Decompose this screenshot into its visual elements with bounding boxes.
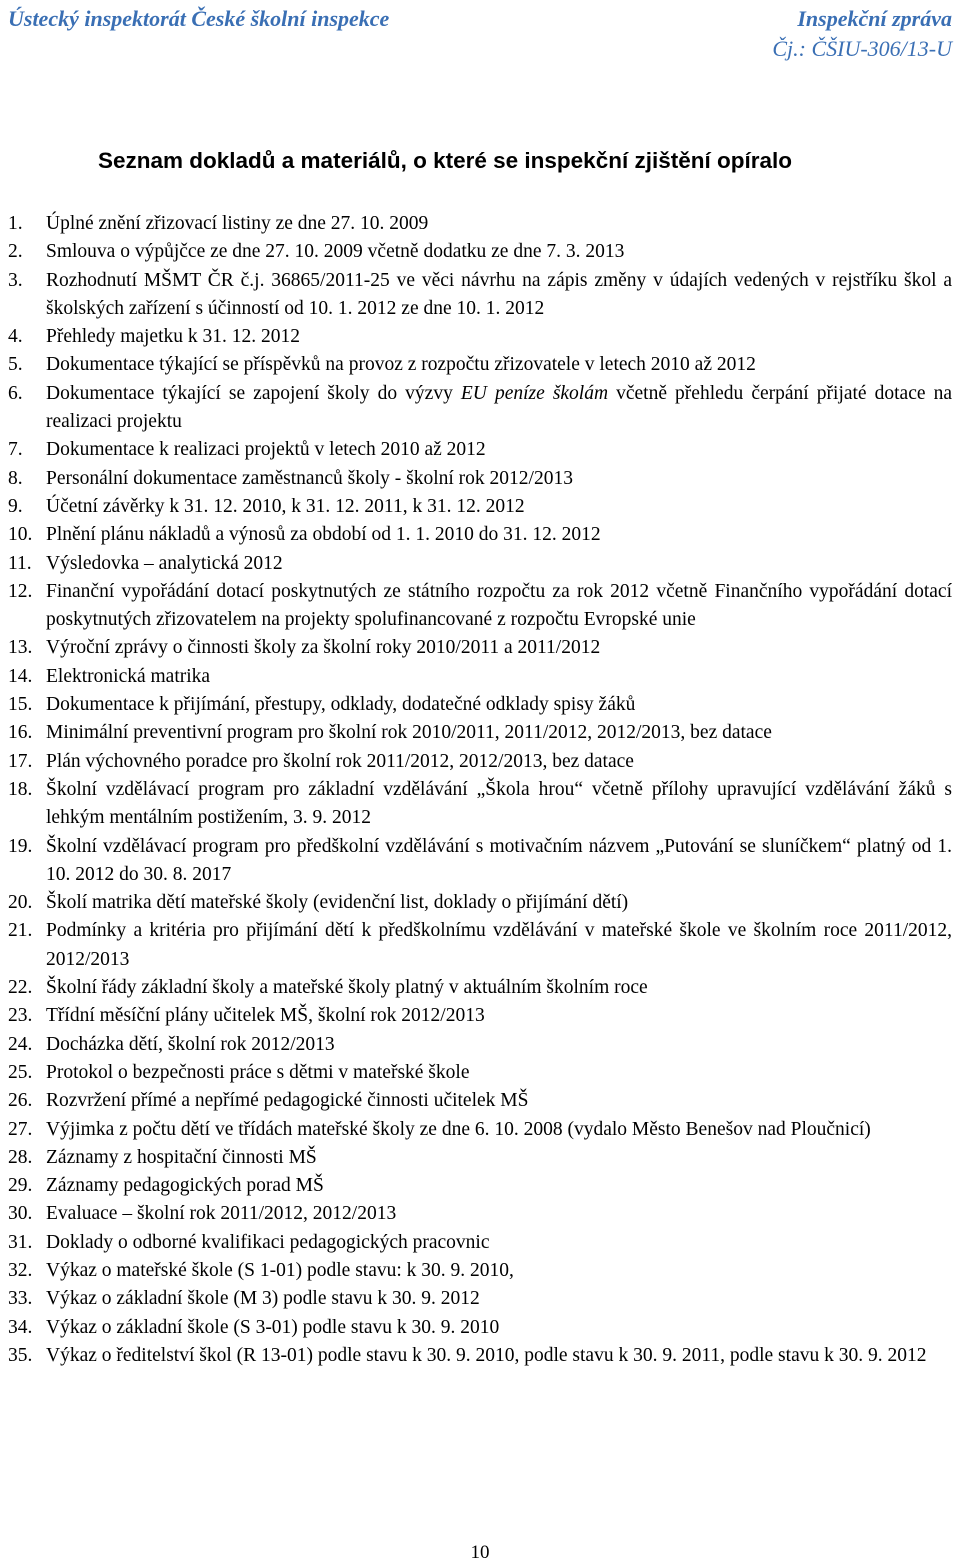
item-text: Docházka dětí, školní rok 2012/2013 <box>46 1033 335 1055</box>
item-text: Výjimka z počtu dětí ve třídách mateřské školy ze dne 6. 10. 2008 (vydalo Město Benešov nad Ploučnicí) <box>46 1118 871 1140</box>
item-number: 35. <box>8 1344 33 1366</box>
list-item <box>8 1257 952 1285</box>
page-number: 10 <box>470 1542 490 1563</box>
list-item <box>8 493 952 521</box>
item-text: Školní vzdělávací program pro předškolní vzdělávání s motivačním názvem „Putování se sluníčkem“ platný od 1. 10. 2012 do 30. 8. 2017 <box>46 835 952 885</box>
item-number: 16. <box>8 722 33 744</box>
item-number: 27. <box>8 1118 33 1140</box>
item-number: 15. <box>8 694 33 716</box>
item-text: Finanční vypořádání dotací poskytnutých ze státního rozpočtu za rok 2012 včetně Finančního vypořádání dotací poskytnutých zřizovatelem na projekty spolufinancované z rozpočtu Evropské unie <box>46 580 952 631</box>
list-item <box>8 719 952 747</box>
item-number: 8. <box>8 467 23 489</box>
list-item <box>8 1229 952 1257</box>
item-number: 9. <box>8 495 23 517</box>
item-text: Plnění plánu nákladů a výnosů za období od 1. 1. 2010 do 31. 12. 2012 <box>46 524 601 546</box>
item-text: Rozhodnutí MŠMT ČR č.j. 36865/2011-25 ve věci návrhu na zápis změny v údajích vedených v rejstříku škol a školských zařízení s účinností od 10. 1. 2012 ze dne 10. 1. 2012 <box>46 269 952 319</box>
inspectorate-name: Ústecký inspektorát České školní inspekce <box>8 6 390 31</box>
item-text-emphasis: EU peníze školám <box>460 382 609 404</box>
item-text: Výkaz o ředitelství škol (R 13-01) podle stavu k 30. 9. 2010, podle stavu k 30. 9. 2011, podle stavu k 30. 9. 2012 <box>46 1344 927 1366</box>
item-text: Třídní měsíční plány učitelek MŠ, školní rok 2012/2013 <box>46 1005 485 1027</box>
item-number: 19. <box>8 835 33 857</box>
item-number: 7. <box>8 439 23 461</box>
list-item <box>8 1200 952 1228</box>
item-number: 6. <box>8 382 23 404</box>
item-number: 1. <box>8 213 23 234</box>
item-text: Úplné znění zřizovací listiny ze dne 27. 10. 2009 <box>46 213 429 234</box>
item-number: 4. <box>8 326 23 348</box>
item-number: 20. <box>8 892 33 914</box>
item-number: 2. <box>8 241 23 263</box>
list-item <box>8 267 952 324</box>
list-item <box>8 436 952 464</box>
item-text: Evaluace – školní rok 2011/2012, 2012/2013 <box>46 1203 397 1225</box>
item-number: 11. <box>8 552 32 574</box>
item-number: 25. <box>8 1061 33 1083</box>
item-text: Výkaz o základní škole (S 3-01) podle stavu k 30. 9. 2010 <box>46 1316 500 1338</box>
item-text: Výkaz o mateřské škole (S 1-01) podle stavu: k 30. 9. 2010, <box>46 1259 514 1281</box>
list-item <box>8 238 952 266</box>
item-number: 10. <box>8 524 33 546</box>
list-item <box>8 210 952 238</box>
item-text: Školní vzdělávací program pro základní vzdělávání „Škola hrou“ včetně přílohy upravující vzdělávání žáků s lehkým mentálním postižením, 3. 9. 2012 <box>46 778 952 829</box>
item-text: Doklady o odborné kvalifikaci pedagogických pracovnic <box>46 1231 490 1253</box>
list-item <box>8 550 952 578</box>
list-item <box>8 351 952 379</box>
item-number: 18. <box>8 778 33 800</box>
list-item <box>8 748 952 776</box>
item-text: Minimální preventivní program pro školní rok 2010/2011, 2011/2012, 2012/2013, bez datace <box>46 722 772 744</box>
item-number: 5. <box>8 354 23 376</box>
item-number: 29. <box>8 1175 33 1197</box>
item-number: 3. <box>8 269 23 291</box>
list-item <box>8 323 952 351</box>
item-text: Výroční zprávy o činnosti školy za školní roky 2010/2011 a 2011/2012 <box>46 637 601 659</box>
item-number: 22. <box>8 977 33 999</box>
list-item <box>8 1285 952 1313</box>
list-item <box>8 663 952 691</box>
item-text: Záznamy pedagogických porad MŠ <box>46 1175 324 1197</box>
item-number: 14. <box>8 665 33 687</box>
list-item <box>8 1172 952 1200</box>
item-number: 32. <box>8 1259 33 1281</box>
reference-number: Čj.: ČŠIU-306/13-U <box>772 36 952 61</box>
item-text: Účetní závěrky k 31. 12. 2010, k 31. 12. 2011, k 31. 12. 2012 <box>46 495 525 517</box>
item-text: Záznamy z hospitační činnosti MŠ <box>46 1146 317 1168</box>
list-item <box>8 889 952 917</box>
document-list <box>8 210 952 1370</box>
item-text: Výsledovka – analytická 2012 <box>46 552 283 574</box>
list-item <box>8 1342 952 1370</box>
item-text: Personální dokumentace zaměstnanců školy - školní rok 2012/2013 <box>46 467 573 489</box>
item-number: 28. <box>8 1146 33 1168</box>
list-item <box>8 1144 952 1172</box>
item-number: 31. <box>8 1231 33 1253</box>
list-item <box>8 634 952 662</box>
item-number: 34. <box>8 1316 33 1338</box>
item-text: Plán výchovného poradce pro školní rok 2011/2012, 2012/2013, bez datace <box>46 750 634 772</box>
list-item <box>8 1314 952 1342</box>
item-text: Výkaz o základní škole (M 3) podle stavu k 30. 9. 2012 <box>46 1288 480 1310</box>
section-title: Seznam dokladů a materiálů, o které se inspekční zjištění opíralo <box>98 148 792 173</box>
list-item <box>8 974 952 1002</box>
item-text: Rozvržení přímé a nepřímé pedagogické činnosti učitelek MŠ <box>46 1090 529 1112</box>
list-item <box>8 1116 952 1144</box>
item-number: 12. <box>8 580 33 602</box>
item-text: Podmínky a kritéria pro přijímání dětí k předškolnímu vzdělávání v mateřské škole ve školním roce 2011/2012, 2012/2013 <box>46 920 952 970</box>
item-text: Elektronická matrika <box>46 665 211 687</box>
item-text: Protokol o bezpečnosti práce s dětmi v mateřské škole <box>46 1061 470 1083</box>
list-item <box>8 833 952 890</box>
list-item <box>8 1087 952 1115</box>
item-number: 13. <box>8 637 33 659</box>
list-item <box>8 1059 952 1087</box>
list-item <box>8 691 952 719</box>
list-item <box>8 1002 952 1030</box>
item-number: 26. <box>8 1090 33 1112</box>
item-number: 30. <box>8 1203 33 1225</box>
list-item <box>8 578 952 635</box>
report-header <box>772 4 952 64</box>
item-number: 33. <box>8 1288 33 1310</box>
list-item <box>8 521 952 549</box>
item-text <box>46 380 952 437</box>
item-number: 17. <box>8 750 33 772</box>
item-text-part: včetně přehledu čerpání přijaté dotace na realizaci projektu <box>46 382 952 433</box>
item-text: Smlouva o výpůjčce ze dne 27. 10. 2009 včetně dodatku ze dne 7. 3. 2013 <box>46 241 625 263</box>
item-text: Dokumentace týkající se příspěvků na provoz z rozpočtu zřizovatele v letech 2010 až 2012 <box>46 354 756 376</box>
list-item <box>8 380 952 437</box>
list-item <box>8 776 952 833</box>
item-number: 23. <box>8 1005 33 1027</box>
item-text: Dokumentace k realizaci projektů v letech 2010 až 2012 <box>46 439 486 461</box>
item-number: 24. <box>8 1033 33 1055</box>
report-title: Inspekční zpráva <box>797 6 952 31</box>
item-text: Školní řády základní školy a mateřské školy platný v aktuálním školním roce <box>46 977 648 999</box>
item-text: Přehledy majetku k 31. 12. 2012 <box>46 326 301 348</box>
list-item <box>8 917 952 974</box>
item-text: Dokumentace k přijímání, přestupy, odklady, dodatečné odklady spisy žáků <box>46 694 636 716</box>
item-text-part: Dokumentace týkající se zapojení školy do výzvy <box>46 382 461 404</box>
list-item <box>8 1031 952 1059</box>
item-number: 21. <box>8 920 33 942</box>
list-item <box>8 465 952 493</box>
item-text: Školí matrika dětí mateřské školy (evidenční list, doklady o přijímání dětí) <box>46 892 629 914</box>
